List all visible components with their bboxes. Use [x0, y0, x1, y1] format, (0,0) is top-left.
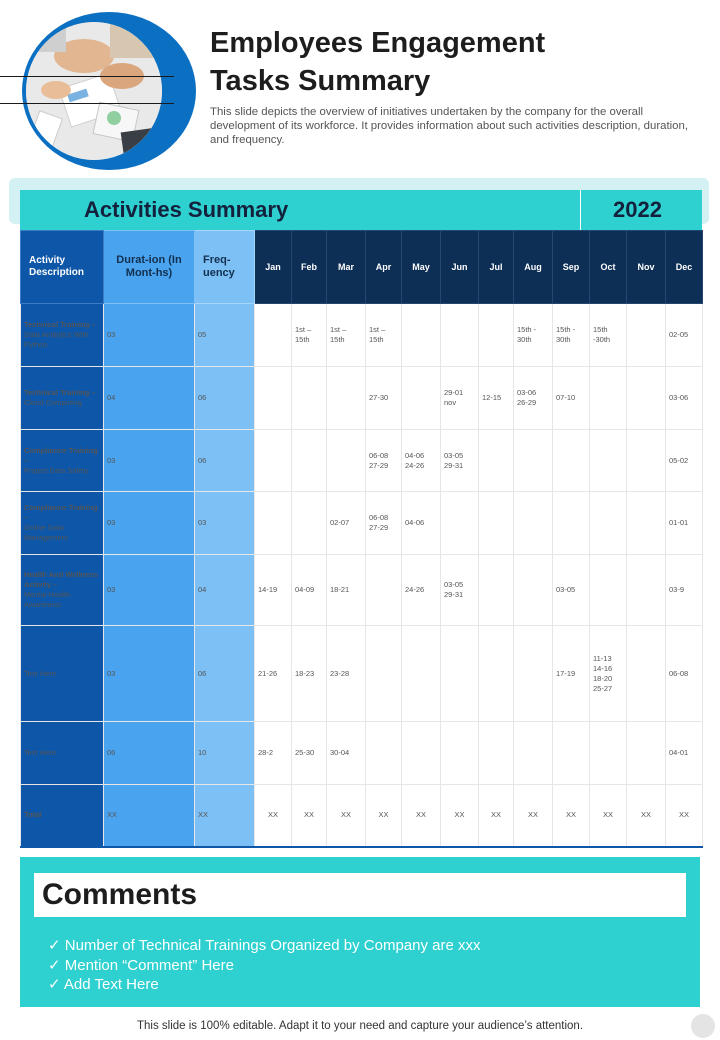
activity-title: Compliance Training –: [24, 503, 98, 522]
month-cell: 06-08 27-29: [366, 492, 402, 555]
total-row: [21, 785, 703, 847]
month-cell: [441, 722, 479, 785]
table-row: [21, 626, 703, 722]
month-cell: [514, 492, 553, 555]
month-cell: 12-15: [479, 367, 514, 430]
team-meeting-illustration: [26, 22, 162, 160]
table-row: [21, 555, 703, 626]
month-cell: [627, 304, 666, 367]
month-cell: [627, 722, 666, 785]
month-cell: [402, 304, 441, 367]
month-cell: 04-09: [292, 555, 327, 626]
banner-title: Activities Summary: [84, 197, 289, 222]
duration-cell: 03: [104, 626, 195, 722]
month-cell: [514, 430, 553, 492]
month-cell: 21-26: [255, 626, 292, 722]
decorative-line-top: [0, 76, 174, 77]
month-cell: [514, 626, 553, 722]
frequency-cell: 03: [195, 492, 255, 555]
duration-cell: 03: [104, 492, 195, 555]
total-month-cell: XX: [627, 785, 666, 847]
month-cell: 17-19: [553, 626, 590, 722]
month-cell: [292, 430, 327, 492]
month-cell: [402, 367, 441, 430]
month-cell: 04-06 24-26: [402, 430, 441, 492]
month-cell: 24-26: [402, 555, 441, 626]
table-row: [21, 492, 703, 555]
header-duration: Durat-ion (In Mont-hs): [104, 231, 195, 304]
comment-item: ✓ Mention “Comment” Here: [48, 956, 234, 974]
month-cell: 18-23: [292, 626, 327, 722]
month-cell: [479, 430, 514, 492]
comments-list: [48, 936, 481, 995]
total-month-cell: XX: [255, 785, 292, 847]
activity-subtitle: Text Here: [24, 668, 57, 678]
total-label: Total: [21, 785, 104, 847]
month-cell: 23-28: [327, 626, 366, 722]
month-cell: [590, 430, 627, 492]
month-cell: 15th -30th: [590, 304, 627, 367]
header-month-jan: Jan: [255, 231, 292, 304]
month-cell: [514, 555, 553, 626]
header-month-dec: Dec: [666, 231, 703, 304]
title-line-2: Tasks Summary: [210, 65, 431, 97]
month-cell: 03-05: [553, 555, 590, 626]
month-cell: [590, 492, 627, 555]
header-month-feb: Feb: [292, 231, 327, 304]
header-month-oct: Oct: [590, 231, 627, 304]
month-cell: [292, 367, 327, 430]
month-cell: [479, 304, 514, 367]
header-month-aug: Aug: [514, 231, 553, 304]
month-cell: [514, 722, 553, 785]
total-month-cell: XX: [441, 785, 479, 847]
frequency-cell: 04: [195, 555, 255, 626]
header-month-apr: Apr: [366, 231, 402, 304]
page-subtitle: This slide depicts the overview of initiatives undertaken by the company for the overall development of its workforce. It provides information about such activities description, duration, and frequency.: [210, 106, 689, 146]
month-cell: [553, 492, 590, 555]
month-cell: [590, 722, 627, 785]
month-cell: 1st – 15th: [292, 304, 327, 367]
month-cell: 03-9: [666, 555, 703, 626]
month-cell: 1st – 15th: [327, 304, 366, 367]
month-cell: 30-04: [327, 722, 366, 785]
activity-cell: [21, 555, 104, 626]
activity-title: Health And Wellness Activity –: [24, 570, 98, 589]
frequency-cell: 06: [195, 626, 255, 722]
month-cell: [366, 555, 402, 626]
activity-subtitle: Text Here: [24, 748, 57, 757]
month-cell: [479, 626, 514, 722]
table-header-row: [21, 231, 703, 304]
total-month-cell: XX: [366, 785, 402, 847]
month-cell: [627, 555, 666, 626]
header-activity: Activity Description: [21, 231, 104, 304]
duration-cell: 04: [104, 367, 195, 430]
frequency-cell: 10: [195, 722, 255, 785]
month-cell: 27-30: [366, 367, 402, 430]
month-cell: 29-01 nov: [441, 367, 479, 430]
month-cell: [255, 367, 292, 430]
header-month-jun: Jun: [441, 231, 479, 304]
month-cell: [627, 492, 666, 555]
month-cell: 06-08 27-29: [366, 430, 402, 492]
activities-table: [20, 230, 703, 848]
activity-title: Technical Training –: [24, 388, 96, 397]
title-line-1: Employees Engagement: [210, 27, 546, 59]
total-frequency: XX: [195, 785, 255, 847]
frequency-cell: 06: [195, 367, 255, 430]
month-cell: 02-05: [666, 304, 703, 367]
month-cell: 03-05 29-31: [441, 555, 479, 626]
duration-cell: 06: [104, 722, 195, 785]
month-cell: [553, 430, 590, 492]
banner-year: 2022: [613, 197, 662, 222]
activity-title: Technical Training –: [24, 320, 96, 329]
month-cell: 11-13 14-16 18-20 25-27: [590, 626, 627, 722]
month-cell: 25-30: [292, 722, 327, 785]
footer-note: This slide is 100% editable. Adapt it to your need and capture your audience’s attention.: [136, 1020, 584, 1032]
month-cell: [366, 722, 402, 785]
month-cell: 1st – 15th: [366, 304, 402, 367]
total-month-cell: XX: [590, 785, 627, 847]
month-cell: [627, 367, 666, 430]
month-cell: [255, 492, 292, 555]
month-cell: 01-01: [666, 492, 703, 555]
month-cell: [402, 722, 441, 785]
month-cell: [553, 722, 590, 785]
month-cell: 03-06 26-29: [514, 367, 553, 430]
month-cell: 18-21: [327, 555, 366, 626]
month-cell: [479, 555, 514, 626]
table-row: [21, 430, 703, 492]
month-cell: 15th - 30th: [514, 304, 553, 367]
month-cell: [441, 492, 479, 555]
month-cell: [327, 430, 366, 492]
frequency-cell: 06: [195, 430, 255, 492]
total-month-cell: XX: [553, 785, 590, 847]
duration-cell: 03: [104, 555, 195, 626]
activity-cell: [21, 430, 104, 492]
month-cell: [292, 492, 327, 555]
total-month-cell: XX: [292, 785, 327, 847]
total-month-cell: XX: [327, 785, 366, 847]
month-cell: [627, 430, 666, 492]
month-cell: [590, 367, 627, 430]
month-cell: [255, 304, 292, 367]
month-cell: 05-02: [666, 430, 703, 492]
month-cell: 06-08: [666, 626, 703, 722]
month-cell: 04-01: [666, 722, 703, 785]
month-cell: [402, 626, 441, 722]
header-month-jul: Jul: [479, 231, 514, 304]
total-month-cell: XX: [479, 785, 514, 847]
month-cell: [441, 304, 479, 367]
activity-subtitle: Data Analytics With Python: [24, 330, 89, 349]
page-title: [210, 24, 630, 100]
total-month-cell: XX: [514, 785, 553, 847]
table-row: [21, 367, 703, 430]
duration-cell: 03: [104, 304, 195, 367]
month-cell: 07-10: [553, 367, 590, 430]
month-cell: 15th - 30th: [553, 304, 590, 367]
comment-item: ✓ Add Text Here: [48, 976, 159, 993]
month-cell: 02-07: [327, 492, 366, 555]
month-cell: 04-06: [402, 492, 441, 555]
month-cell: 14-19: [255, 555, 292, 626]
comments-title: Comments: [42, 878, 198, 911]
activity-cell: [21, 304, 104, 367]
activity-subtitle: Online Data Management: [24, 523, 68, 542]
month-cell: 03-05 29-31: [441, 430, 479, 492]
corner-dot: [691, 1014, 715, 1038]
activity-cell: [21, 367, 104, 430]
comment-item: ✓ Number of Technical Trainings Organized by Company are xxx: [48, 937, 481, 954]
month-cell: [441, 626, 479, 722]
frequency-cell: 05: [195, 304, 255, 367]
month-cell: [255, 430, 292, 492]
header-frequency: Freq-uency: [195, 231, 255, 304]
month-cell: [590, 555, 627, 626]
month-cell: [627, 626, 666, 722]
activity-subtitle: Cloud Computing: [24, 398, 82, 407]
total-month-cell: XX: [666, 785, 703, 847]
activity-cell: [21, 626, 104, 722]
total-month-cell: XX: [402, 785, 441, 847]
activity-subtitle: Mental Health Awareness: [24, 590, 71, 609]
activity-title: Compliance Training –: [24, 445, 98, 465]
month-cell: 03-06: [666, 367, 703, 430]
activity-subtitle: Project Data Safety: [24, 465, 89, 475]
month-cell: [366, 626, 402, 722]
month-cell: 28-2: [255, 722, 292, 785]
decorative-line-bottom: [0, 103, 174, 104]
team-meeting-photo: [26, 22, 162, 160]
month-cell: [479, 492, 514, 555]
activity-cell: [21, 492, 104, 555]
total-duration: XX: [104, 785, 195, 847]
activity-cell: [21, 722, 104, 785]
month-cell: [479, 722, 514, 785]
header-month-may: May: [402, 231, 441, 304]
duration-cell: 03: [104, 430, 195, 492]
header-month-nov: Nov: [627, 231, 666, 304]
table-row: [21, 722, 703, 785]
month-cell: [327, 367, 366, 430]
header-month-sep: Sep: [553, 231, 590, 304]
header-month-mar: Mar: [327, 231, 366, 304]
table-row: [21, 304, 703, 367]
